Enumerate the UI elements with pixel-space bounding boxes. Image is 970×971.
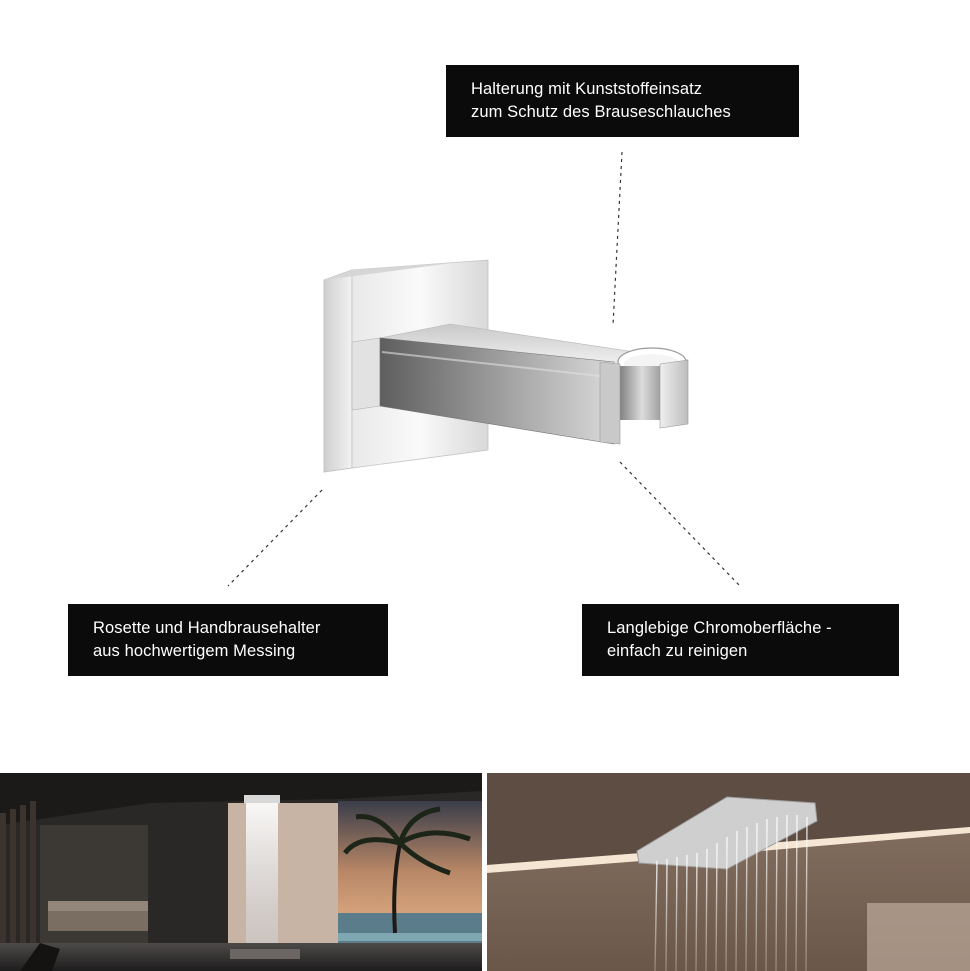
product-image: [300, 240, 700, 480]
callout-brass: [68, 604, 388, 676]
callout-brass-line1: Rosette und Handbrausehalter: [93, 619, 321, 637]
callout-holder-insert-line1: Halterung mit Kunststoffeinsatz: [471, 80, 703, 98]
bathroom-photo-left: [0, 773, 482, 971]
callout-chrome-line1: Langlebige Chromoberfläche -: [607, 619, 832, 637]
callout-holder-insert: [446, 65, 799, 137]
callout-chrome: [582, 604, 899, 676]
callout-brass-line2: aus hochwertigem Messing: [93, 642, 296, 660]
leader-line-chrome: [620, 462, 740, 586]
bathroom-scene-image: [0, 773, 482, 971]
rain-shower-closeup-image: [487, 773, 970, 971]
shower-photo-right: [487, 773, 970, 971]
leader-line-brass: [228, 490, 322, 586]
callout-holder-insert-line2: zum Schutz des Brauseschlauches: [471, 103, 731, 121]
callout-chrome-line2: einfach zu reinigen: [607, 642, 748, 660]
